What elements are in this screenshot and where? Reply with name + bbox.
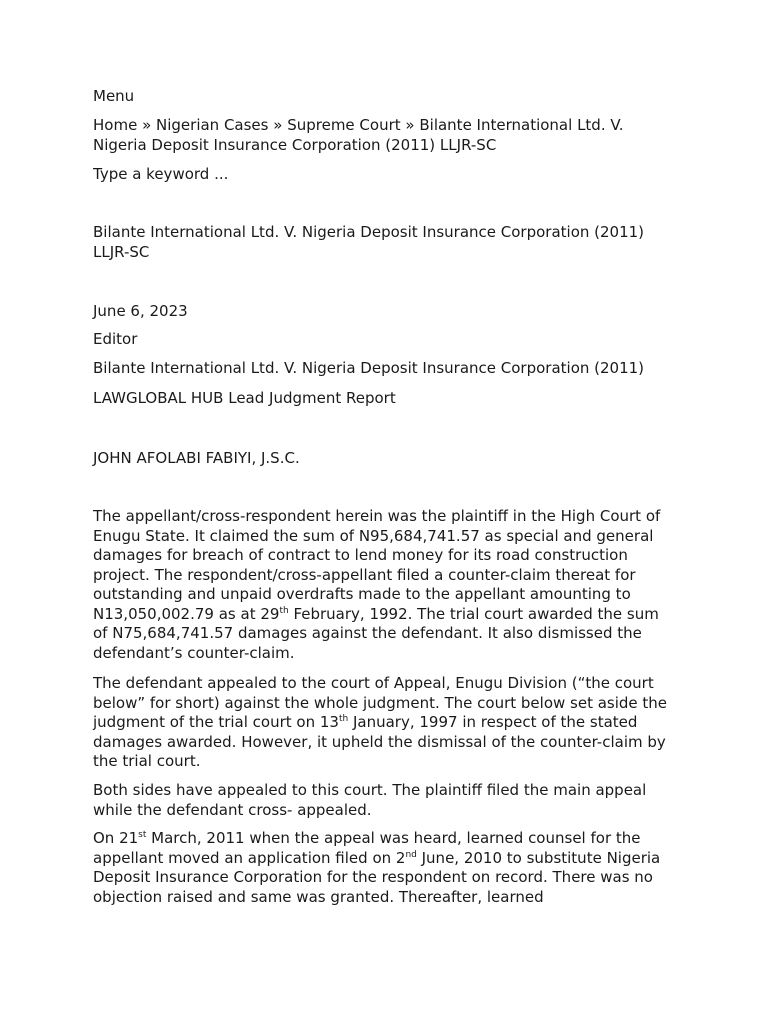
breadcrumb-nigerian-cases-link[interactable]: Nigerian Cases — [156, 116, 269, 134]
post-date: June 6, 2023 — [93, 302, 188, 320]
judgment-paragraph: The appellant/cross-respondent herein was the plaintiff in the High Court of Enugu State. It claimed the sum of N95,684,741.57 as special and general damages for breach of contract to lend money for its road construction project. The respondent/cross-appellant filed a counter-claim thereat for outstanding and unpaid overdrafts made to the appellant amounting to N13,050,002.79 as at 29th February, 1992. The trial court awarded the sum of N75,684,741.57 damages against the defendant. It also dismissed the defendant’s counter-claim. — [93, 507, 661, 662]
menu-button[interactable]: Menu — [93, 87, 135, 105]
report-label: LAWGLOBAL HUB Lead Judgment Report — [93, 389, 396, 407]
breadcrumb-separator: » — [268, 116, 288, 134]
breadcrumb-current-page: Bilante International Ltd. V. Nigeria Deposit Insurance Corporation (2011) LLJR-SC — [93, 116, 624, 154]
judgment-paragraph: Both sides have appealed to this court. The plaintiff filed the main appeal while the defendant cross- appealed. — [93, 781, 647, 819]
breadcrumb-home-link[interactable]: Home — [93, 116, 138, 134]
breadcrumb-separator: » — [400, 116, 420, 134]
judge-name: JOHN AFOLABI FABIYI, J.S.C. — [93, 449, 300, 467]
judgment-paragraph: On 21st March, 2011 when the appeal was heard, learned counsel for the appellant moved an application filed on 2nd June, 2010 to substitute Nigeria Deposit Insurance Corporation for the respondent on record. There was no objection raised and same was granted. Thereafter, learned — [93, 829, 661, 906]
judgment-paragraph: The defendant appealed to the court of Appeal, Enugu Division (“the court below” for short) against the whole judgment. The court below set aside the judgment of the trial court on 13th January, 1997 in respect of the stated damages awarded. However, it upheld the dismissal of the counter-claim by the trial court. — [93, 674, 668, 770]
article-subtitle: Bilante International Ltd. V. Nigeria Deposit Insurance Corporation (2011) — [93, 359, 645, 377]
article-title: Bilante International Ltd. V. Nigeria Deposit Insurance Corporation (2011) LLJR-SC — [93, 223, 645, 261]
breadcrumb — [93, 116, 678, 155]
post-author[interactable]: Editor — [93, 330, 138, 348]
breadcrumb-supreme-court-link[interactable]: Supreme Court — [287, 116, 401, 134]
search-input[interactable] — [93, 164, 678, 184]
breadcrumb-separator: » — [137, 116, 157, 134]
